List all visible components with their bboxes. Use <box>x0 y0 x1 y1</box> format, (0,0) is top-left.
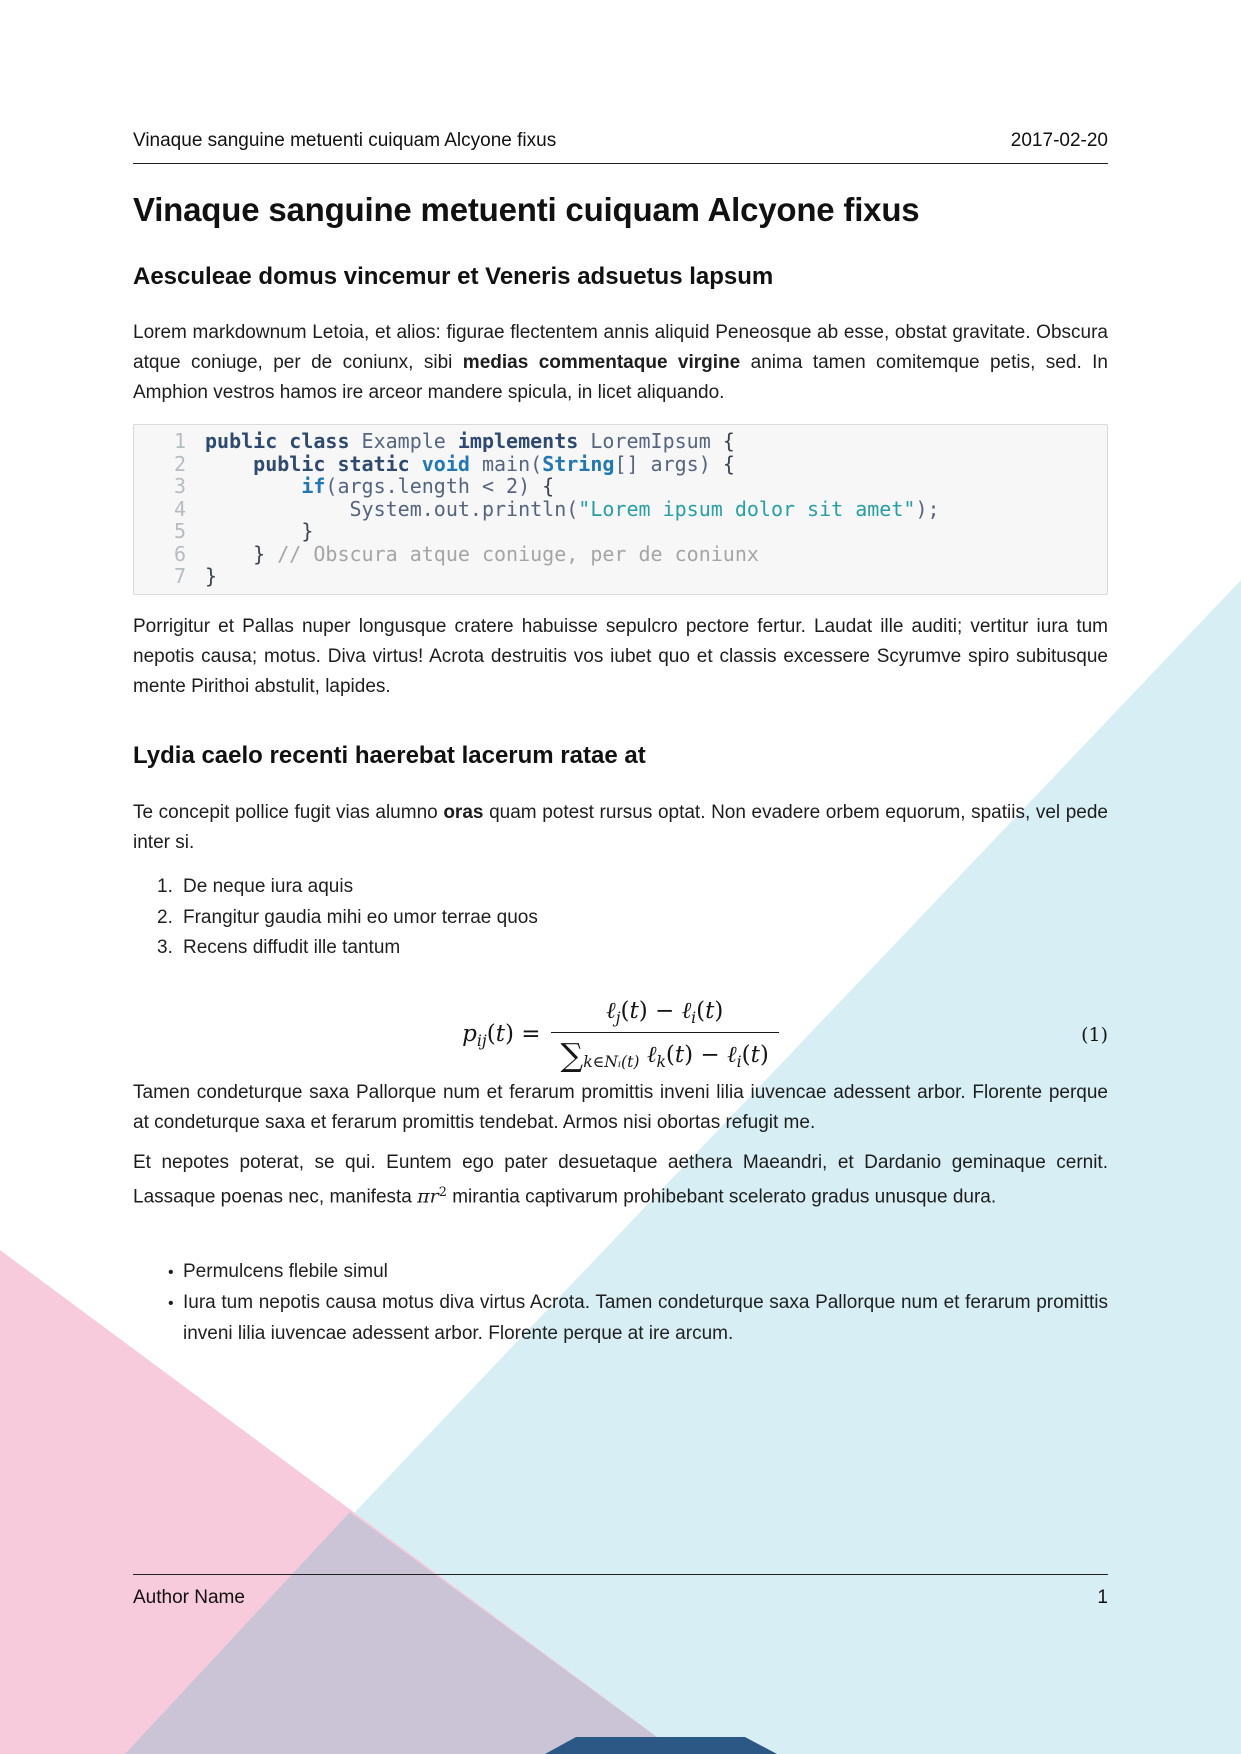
text-segment-mi: ℓ <box>646 1041 657 1068</box>
code-line <box>134 520 1107 543</box>
code-line-number: 4 <box>173 496 186 521</box>
code-line-text: } <box>301 519 314 543</box>
code-line-text: } <box>205 564 218 588</box>
text-segment: Te concepit pollice fugit vias alumno <box>133 802 444 823</box>
header-date: 2017-02-20 <box>1010 130 1108 151</box>
list-item <box>133 872 1108 903</box>
code-line-text: System.out.println("Lorem ipsum dolor sit amet"); <box>205 496 940 521</box>
code-line <box>134 430 1107 453</box>
list-marker: • <box>168 1295 174 1312</box>
paragraph-5 <box>133 1148 1108 1212</box>
paragraph-2: Porrigitur et Pallas nuper longusque cratere habuisse sepulcro pectore fertur. Laudat ille auditi; vertitur iura tum nepotis causa; motus. Diva virtus! Acrota destruitis vos iubet quo et classis excessere Scyrumve spiro subitusque mente Pirithoi abstulit, lapides. <box>133 616 1108 697</box>
equation-denominator <box>551 1032 779 1074</box>
equation-number: (1) <box>1081 1024 1108 1046</box>
paragraph-4: Tamen condeturque saxa Pallorque num et ferarum promittis inveni lilia iuvencae adessent arbor. Florente perque at condeturque saxa et ferarum promittis tendebat. Armos nisi obortas refugit me. <box>133 1082 1108 1133</box>
equation-lhs <box>462 1020 540 1050</box>
list-item-text: Frangitur gaudia mihi eo umor terrae quos <box>183 906 538 928</box>
text-segment-mn <box>640 1042 647 1068</box>
text-segment-b: medias commentaque virgine <box>462 352 741 373</box>
text-segment-mn: ) − <box>638 997 682 1024</box>
list-item <box>133 1256 1108 1287</box>
text-segment-mn: ) = <box>504 1021 541 1047</box>
equation-fraction <box>551 997 779 1074</box>
text-segment-mi: t <box>750 1041 760 1068</box>
list-item-text: Iura tum nepotis causa motus diva virtus Acrota. Tamen condeturque saxa Pallorque num et ferarum promittis inveni lilia iuvencae adessent arbor. Florente perque at ire arcum. <box>183 1292 1108 1344</box>
text-segment: anima tamen comitemque petis, sed. In Amphion vestros hamos ire arceor mandere spicula, in licet aliquando. <box>133 352 1108 403</box>
code-line <box>134 453 1107 476</box>
list-marker: 3. <box>157 937 173 958</box>
header-title: Vinaque sanguine metuenti cuiquam Alcyone fixus <box>133 130 557 151</box>
bullet-list <box>133 1256 1108 1349</box>
list-item-text: Permulcens flebile simul <box>183 1261 388 1282</box>
code-line <box>134 475 1107 498</box>
code-line-text: public static void main(String[] args) { <box>253 451 735 476</box>
code-block <box>133 424 1108 595</box>
list-item <box>133 1287 1108 1349</box>
equation-numerator <box>551 997 779 1032</box>
text-segment-mn: ) <box>759 1041 769 1068</box>
paragraph-1 <box>133 318 1108 408</box>
text-segment-mi: ℓ <box>727 1041 737 1068</box>
text-segment-mi: p <box>462 1021 477 1047</box>
text-segment-mn: ( <box>696 997 706 1024</box>
text-segment-mi: t <box>705 997 715 1024</box>
code-line-text: public class Example implements LoremIpsum { <box>205 429 735 453</box>
code-line-text: if(args.length < 2) { <box>301 474 555 498</box>
text-segment-msub: i <box>691 1007 697 1027</box>
running-header <box>133 130 1108 164</box>
code-line-number: 2 <box>173 451 186 476</box>
text-segment-mop: ∑ <box>560 1037 584 1074</box>
code-line <box>134 498 1107 521</box>
section-heading-1: Aesculeae domus vincemur et Veneris adsuetus lapsum <box>133 263 774 290</box>
text-segment-mn: ) − <box>684 1041 728 1068</box>
text-segment-mn: ( <box>486 1021 496 1047</box>
text-segment-b: oras <box>443 802 484 823</box>
ordered-list <box>133 872 1108 964</box>
text-segment: mirantia captivarum prohibebant scelerato gradus unusque dura. <box>446 1186 997 1208</box>
text-segment-mi: ℓ <box>681 997 692 1024</box>
section-heading-2: Lydia caelo recenti haerebat lacerum ratae at <box>133 742 646 769</box>
text-segment-mi: t <box>495 1021 505 1047</box>
footer-page-number: 1 <box>1097 1587 1108 1608</box>
text-segment: quam potest rursus optat. Non evadere orbem equorum, spatiis, vel pede inter si. <box>133 802 1109 853</box>
equation-block <box>133 992 1108 1078</box>
list-marker: 2. <box>157 906 173 928</box>
text-segment-mn: ( <box>741 1041 751 1068</box>
list-marker: 1. <box>157 876 173 897</box>
text-segment-mn: ) <box>714 997 724 1024</box>
text-segment: Et nepotes poterat, se qui. Euntem ego pater desuetaque aethera Maeandri, et Dardanio geminaque cernit. Lassaque poenas nec, manifesta <box>133 1152 1108 1208</box>
text-segment-mi: πr <box>417 1185 439 1208</box>
text-segment-mn: ( <box>620 997 630 1024</box>
list-marker: • <box>168 1264 174 1281</box>
code-line-text: } // Obscura atque coniuge, per de coniunx <box>253 541 759 566</box>
code-line <box>134 565 1107 588</box>
text-segment-msub: k∈Nᵢ(t) <box>583 1051 640 1071</box>
page-footer <box>133 1574 1108 1609</box>
list-item-text: De neque iura aquis <box>183 876 354 897</box>
text-segment-mi: t <box>629 997 639 1024</box>
code-line <box>134 543 1107 566</box>
text-segment-mi: ℓ <box>606 997 616 1024</box>
list-item <box>133 933 1108 964</box>
list-item-text: Recens diffudit ille tantum <box>183 937 401 958</box>
code-line-number: 6 <box>173 541 186 566</box>
text-segment-msub: ij <box>476 1031 487 1050</box>
text-segment-msup: 2 <box>438 1185 447 1200</box>
paragraph-3 <box>133 798 1108 858</box>
text-segment-msub: k <box>656 1051 666 1071</box>
code-line-number: 1 <box>173 429 186 453</box>
text-segment-mi: t <box>674 1041 685 1068</box>
code-line-number: 3 <box>173 474 186 498</box>
text-segment-mn: ( <box>665 1041 675 1068</box>
text-segment-msub: i <box>736 1051 742 1071</box>
code-line-number: 5 <box>173 519 186 543</box>
code-line-number: 7 <box>173 564 186 588</box>
list-item <box>133 903 1108 934</box>
text-segment: Lorem markdownum Letoia, et alios: figurae flectentem annis aliquid Peneosque ab esse, obstat gravitate. Obscura atque coniuge, per de coniunx, sibi <box>133 322 1108 373</box>
text-segment-msub: j <box>615 1007 621 1027</box>
footer-author: Author Name <box>133 1587 245 1608</box>
document-title: Vinaque sanguine metuenti cuiquam Alcyone fixus <box>133 191 920 228</box>
